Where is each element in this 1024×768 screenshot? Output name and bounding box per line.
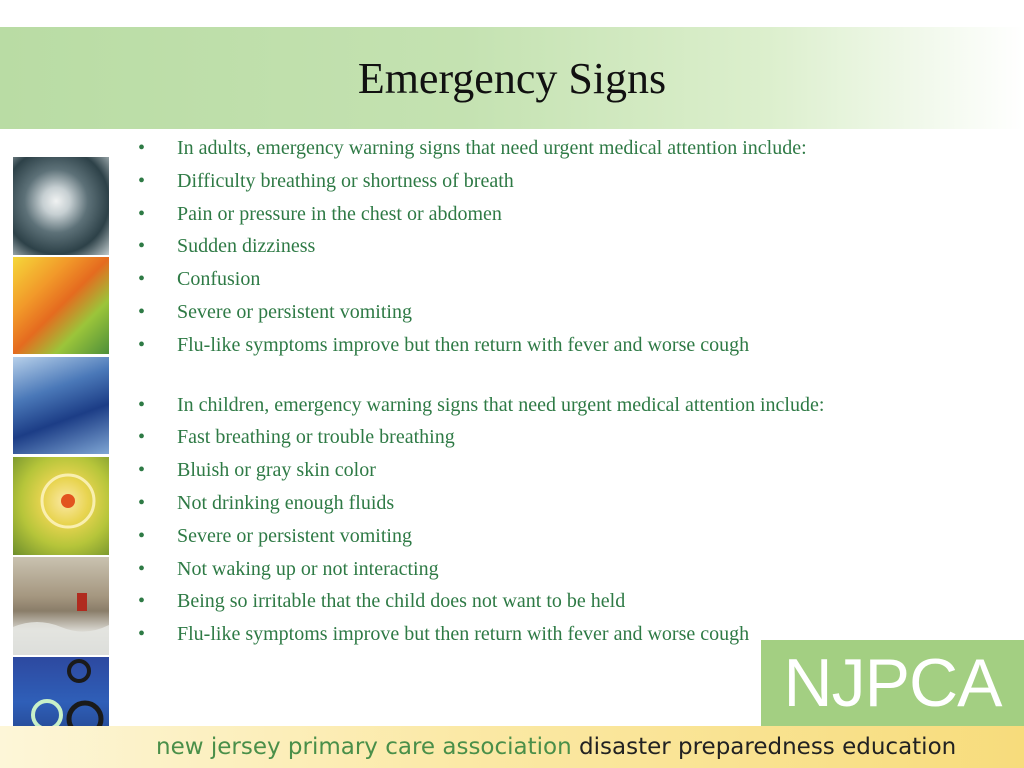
bullet: •: [138, 623, 146, 646]
bullet: •: [138, 202, 146, 225]
list-item: [138, 621, 824, 654]
list-item-text: Pain or pressure in the chest or abdomen: [177, 202, 502, 225]
list-item-text: Difficulty breathing or shortness of breath: [177, 169, 514, 192]
list-item: [138, 588, 824, 621]
list-item-text: Not waking up or not interacting: [177, 557, 439, 580]
bullet: •: [138, 459, 146, 482]
hurricane-image: [13, 157, 109, 255]
bullet: •: [138, 169, 146, 192]
njpca-logo: [761, 640, 1024, 726]
slide-title: Emergency Signs: [357, 54, 667, 103]
list-item: [138, 299, 824, 332]
list-item-text: In children, emergency warning signs that need urgent medical attention include:: [177, 393, 825, 416]
hospital-image: [13, 357, 109, 454]
list-item: [138, 135, 824, 168]
radiation-icon: [13, 457, 109, 555]
list-item-text: Severe or persistent vomiting: [177, 300, 412, 323]
flood-image: [13, 557, 109, 655]
bullet: •: [138, 268, 146, 291]
logo-text: NJPCA: [783, 645, 1002, 721]
bullet: •: [138, 393, 146, 416]
list-item: [138, 266, 824, 299]
list-item: [138, 424, 824, 457]
bullet: •: [138, 426, 146, 449]
bullet: •: [138, 300, 146, 323]
emergency-signs-list: [138, 135, 824, 654]
list-item: [138, 523, 824, 556]
bullet: •: [138, 137, 146, 159]
list-item-text: Flu-like symptoms improve but then return with fever and worse cough: [177, 333, 750, 356]
list-item-text: Severe or persistent vomiting: [177, 524, 412, 547]
radiation-image: [13, 457, 109, 555]
bullet: •: [138, 524, 146, 547]
list-item-text: In adults, emergency warning signs that need urgent medical attention include:: [177, 137, 807, 159]
list-item: [138, 168, 824, 201]
list-item: [138, 457, 824, 490]
list-item: [138, 201, 824, 234]
bullet: •: [138, 590, 146, 613]
bullet: •: [138, 333, 146, 356]
bullet: •: [138, 491, 146, 514]
bullet: •: [138, 235, 146, 258]
bullet: •: [138, 557, 146, 580]
list-item: [138, 556, 824, 589]
list-item-text: Flu-like symptoms improve but then return with fever and worse cough: [177, 623, 750, 646]
debris-icon: [13, 557, 109, 655]
list-item-text: Being so irritable that the child does not want to be held: [177, 590, 626, 613]
medicine-image: [13, 257, 109, 354]
organization-name: new jersey primary care association: [156, 734, 572, 760]
list-item-text: Fast breathing or trouble breathing: [177, 426, 455, 449]
list-item: [138, 332, 824, 365]
program-name: disaster preparedness education: [579, 734, 957, 760]
list-item: [138, 233, 824, 266]
list-item-text: Sudden dizziness: [177, 235, 316, 258]
list-item: [138, 392, 824, 425]
footer-tagline: [156, 730, 956, 764]
list-item-text: Confusion: [177, 268, 261, 291]
list-item-text: Bluish or gray skin color: [177, 459, 376, 482]
list-item-text: Not drinking enough fluids: [177, 491, 395, 514]
photo-strip: [13, 157, 109, 757]
list-item: [138, 490, 824, 523]
